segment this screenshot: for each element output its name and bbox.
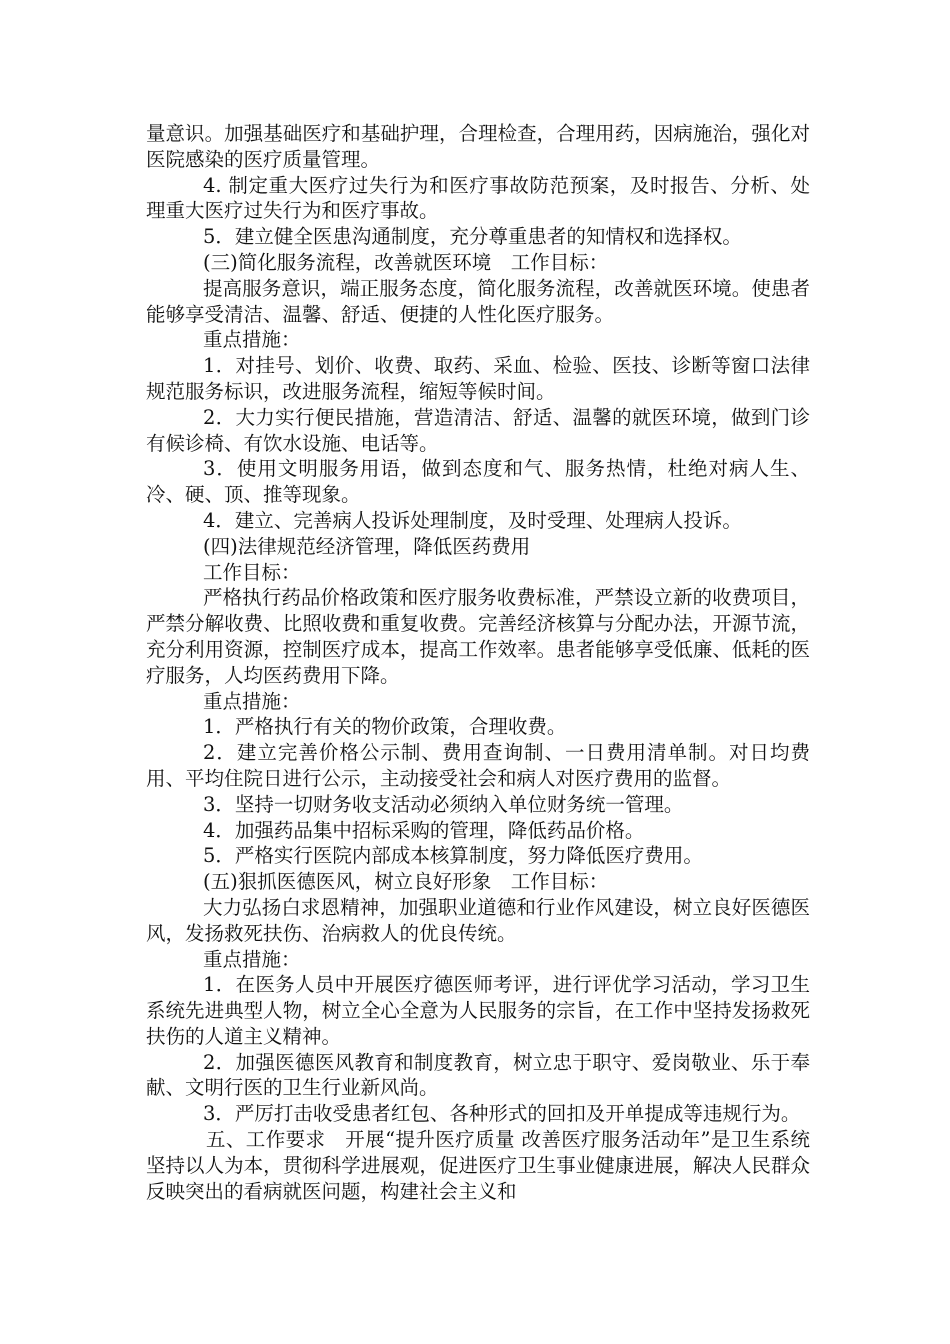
paragraph: 2．大力实行便民措施，营造清洁、舒适、温馨的就医环境，做到门诊有候诊椅、有饮水设施、电话等。 (146, 405, 810, 455)
paragraph: 1．在医务人员中开展医疗德医师考评，进行评优学习活动，学习卫生系统先进典型人物，树立全心全意为人民服务的宗旨，在工作中坚持发扬救死扶伤的人道主义精神。 (146, 973, 810, 1048)
paragraph: 3．使用文明服务用语，做到态度和气、服务热情，杜绝对病人生、冷、硬、顶、推等现象。 (146, 457, 810, 507)
paragraph: 2．建立完善价格公示制、费用查询制、一日费用清单制。对日均费用、平均住院日进行公示，主动接受社会和病人对医疗费用的监督。 (146, 741, 810, 790)
paragraph: 量意识。加强基础医疗和基础护理，合理检查，合理用药，因病施治，强化对医院感染的医疗质量管理。 (146, 122, 810, 171)
paragraph: 大力弘扬白求恩精神，加强职业道德和行业作风建设，树立良好医德医风，发扬救死扶伤、治病救人的优良传统。 (146, 895, 810, 945)
paragraph: 4．建立、完善病人投诉处理制度，及时受理、处理病人投诉。 (203, 508, 742, 532)
paragraph: 3．严厉打击收受患者红包、各种形式的回扣及开单提成等违规行为。 (203, 1102, 801, 1126)
paragraph: 4. 制定重大医疗过失行为和医疗事故防范预案，及时报告、分析、处理重大医疗过失行为和医疗事故。 (146, 173, 810, 223)
paragraph: 4．加强药品集中招标采购的管理，降低药品价格。 (203, 818, 645, 842)
section-heading: (三)简化服务流程，改善就医环境 工作目标： (203, 250, 609, 274)
paragraph: 5．严格实行医院内部成本核算制度，努力降低医疗费用。 (203, 844, 703, 868)
paragraph: 5．建立健全医患沟通制度，充分尊重患者的知情权和选择权。 (203, 225, 742, 249)
subheading: 重点措施： (203, 947, 301, 971)
paragraph: 2．加强医德医风教育和制度教育，树立忠于职守、爱岗敬业、乐于奉献、文明行医的卫生行业新风尚。 (146, 1050, 810, 1100)
paragraph: 1．对挂号、划价、收费、取药、采血、检验、医技、诊断等窗口法律规范服务标识，改进服务流程，缩短等候时间。 (146, 354, 810, 403)
document-page (146, 121, 810, 1204)
section-heading: (四)法律规范经济管理，降低医药费用 (203, 534, 531, 558)
subheading: 重点措施： (203, 689, 301, 713)
paragraph: 严格执行药品价格政策和医疗服务收费标准，严禁设立新的收费项目，严禁分解收费、比照收费和重复收费。完善经济核算与分配办法，开源节流，充分利用资源，控制医疗成本，提高工作效率。患者能够享受低廉、低耗的医疗服务，人均医药费用下降。 (146, 586, 810, 687)
paragraph: 提高服务意识，端正服务态度，简化服务流程，改善就医环境。使患者能够享受清洁、温馨、舒适、便捷的人性化医疗服务。 (146, 276, 810, 326)
paragraph: 3．坚持一切财务收支活动必须纳入单位财务统一管理。 (203, 792, 684, 816)
subheading: 工作目标： (203, 560, 301, 584)
subheading: 重点措施： (203, 328, 301, 352)
paragraph: 1．严格执行有关的物价政策，合理收费。 (203, 715, 567, 739)
section-heading: (五)狠抓医德医风，树立良好形象 工作目标： (203, 870, 609, 894)
section-heading: 五、工作要求 开展“提升医疗质量 改善医疗服务活动年”是卫生系统坚持以人为本，贯彻科学进展观，促进医疗卫生事业健康进展，解决人民群众反映突出的看病就医问题，构建社会主义和 (146, 1128, 810, 1203)
